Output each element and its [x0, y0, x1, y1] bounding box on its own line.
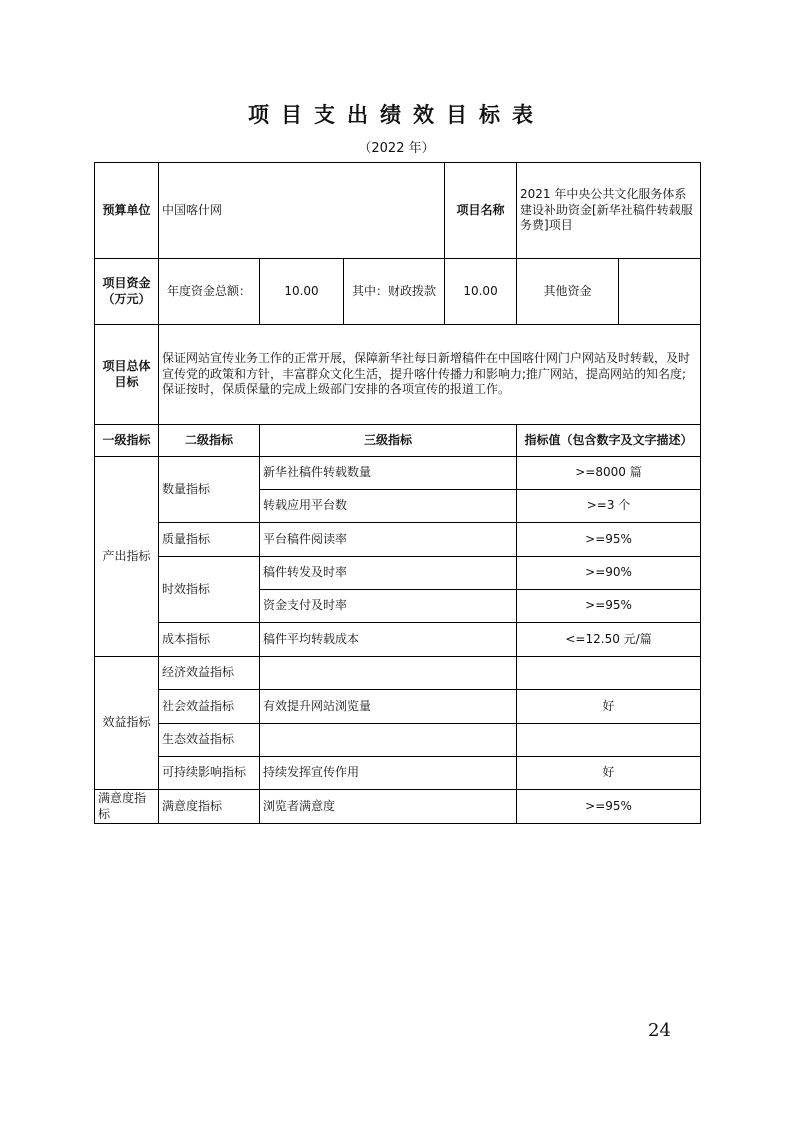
table-row — [95, 790, 701, 824]
table-row — [95, 757, 701, 790]
other-label: 其他资金 — [517, 259, 619, 325]
indicator-name: 平台稿件阅读率 — [260, 523, 517, 557]
table-row — [95, 623, 701, 657]
budget-unit-value: 中国喀什网 — [159, 163, 445, 259]
table-row — [95, 163, 701, 259]
indicator-name — [260, 657, 517, 690]
header-level2: 二级指标 — [159, 425, 260, 457]
indicator-value: 好 — [517, 690, 701, 724]
table-row — [95, 457, 701, 490]
indicator-name: 稿件转发及时率 — [260, 557, 517, 590]
indicator-name — [260, 724, 517, 757]
level2-timeliness: 时效指标 — [159, 557, 260, 623]
level2-sustainable: 可持续影响指标 — [159, 757, 260, 790]
table-row — [95, 259, 701, 325]
group-benefit: 效益指标 — [95, 657, 159, 790]
indicator-name: 持续发挥宣传作用 — [260, 757, 517, 790]
group-satisfaction: 满意度指标 — [95, 790, 159, 824]
goal-label: 项目总体目标 — [95, 325, 159, 425]
indicator-value — [517, 657, 701, 690]
goal-text: 保证网站宣传业务工作的正常开展，保障新华社每日新增稿件在中国喀什网门户网站及时转载，及时宣传党的政策和方针，丰富群众文化生活，提升喀什传播力和影响力;推广网站，提高网站的知名度;保证按时，保质保量的完成上级部门安排的各项宣传的报道工作。 — [159, 325, 701, 425]
page-title: 项目支出绩效目标表 — [248, 102, 545, 127]
indicator-name: 转载应用平台数 — [260, 490, 517, 523]
table-row — [95, 724, 701, 757]
table-row — [95, 325, 701, 425]
level2-cost: 成本指标 — [159, 623, 260, 657]
performance-table — [94, 162, 701, 824]
table-row — [95, 523, 701, 557]
indicator-value: >=8000 篇 — [517, 457, 701, 490]
annual-total-value: 10.00 — [260, 259, 344, 325]
table-row — [95, 657, 701, 690]
indicator-name: 资金支付及时率 — [260, 590, 517, 623]
budget-unit-label: 预算单位 — [95, 163, 159, 259]
table-row — [95, 557, 701, 590]
other-value — [619, 259, 701, 325]
indicator-value: >=95% — [517, 523, 701, 557]
level2-quality: 质量指标 — [159, 523, 260, 557]
table-header-row — [95, 425, 701, 457]
indicator-value: >=95% — [517, 590, 701, 623]
fiscal-value: 10.00 — [445, 259, 517, 325]
header-level1: 一级指标 — [95, 425, 159, 457]
project-name-value: 2021 年中央公共文化服务体系建设补助资金[新华社稿件转载服务费]项目 — [517, 163, 701, 259]
indicator-value: 好 — [517, 757, 701, 790]
level2-ecological: 生态效益指标 — [159, 724, 260, 757]
indicator-name: 有效提升网站浏览量 — [260, 690, 517, 724]
year-label: （2022 年） — [358, 141, 435, 156]
level2-satisfaction: 满意度指标 — [159, 790, 260, 824]
indicator-value: >=95% — [517, 790, 701, 824]
indicator-value: >=3 个 — [517, 490, 701, 523]
page-number: 24 — [648, 1020, 671, 1041]
table-row — [95, 690, 701, 724]
fiscal-label: 其中：财政拨款 — [344, 259, 445, 325]
indicator-name: 浏览者满意度 — [260, 790, 517, 824]
group-output: 产出指标 — [95, 457, 159, 657]
annual-total-label: 年度资金总额： — [159, 259, 260, 325]
funds-label: 项目资金（万元） — [95, 259, 159, 325]
indicator-value: >=90% — [517, 557, 701, 590]
project-name-label: 项目名称 — [445, 163, 517, 259]
level2-economic: 经济效益指标 — [159, 657, 260, 690]
level2-social: 社会效益指标 — [159, 690, 260, 724]
indicator-name: 稿件平均转载成本 — [260, 623, 517, 657]
indicator-value — [517, 724, 701, 757]
indicator-value: <=12.50 元/篇 — [517, 623, 701, 657]
header-value: 指标值（包含数字及文字描述） — [517, 425, 701, 457]
header-level3: 三级指标 — [260, 425, 517, 457]
level2-quantity: 数量指标 — [159, 457, 260, 523]
indicator-name: 新华社稿件转载数量 — [260, 457, 517, 490]
